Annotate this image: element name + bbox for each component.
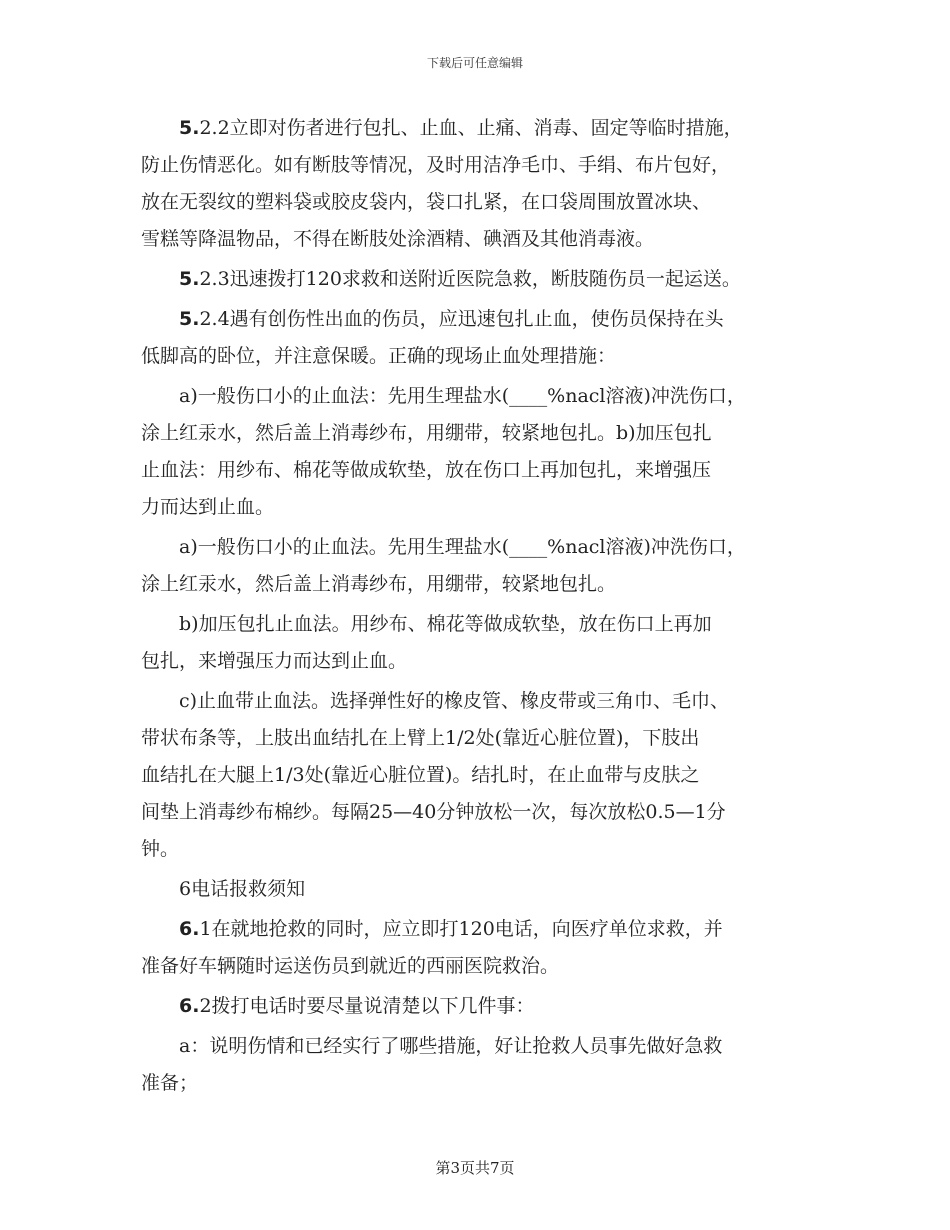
section-heading-6 xyxy=(141,871,841,908)
text-line: 防止伤情恶化。如有断肢等情况，及时用洁净毛巾、手绢、布片包好， xyxy=(141,154,731,176)
text-line: 止血法：用纱布、棉花等做成软垫，放在伤口上再加包扎，来增强压 xyxy=(141,459,712,481)
text-line: a：说明伤情和已经实行了哪些措施，好让抢救人员事先做好急救 xyxy=(179,1035,723,1057)
text-line: 血结扎在大腿上1/3处(靠近心脏位置)。结扎时，在止血带与皮肤之 xyxy=(141,764,700,786)
paragraph-b xyxy=(141,606,841,680)
text-line: 涂上红汞水，然后盖上消毒纱布，用绷带，较紧地包扎。 xyxy=(141,573,617,595)
paragraph-5-2-4 xyxy=(141,301,841,375)
text-line: 力而达到止血。 xyxy=(141,496,275,518)
text-line: a)一般伤口小的止血法：先用生理盐水(____%nacl溶液)冲洗伤口， xyxy=(179,385,746,407)
paragraph-6-2 xyxy=(141,988,841,1025)
section-number: 5. xyxy=(179,117,200,139)
text-line: 雪糕等降温物品，不得在断肢处涂酒精、碘酒及其他消毒液。 xyxy=(141,228,655,250)
text-line: 钟。 xyxy=(141,838,180,860)
text-line: 涂上红汞水，然后盖上消毒纱布，用绷带，较紧地包扎。b)加压包扎 xyxy=(141,422,712,444)
text-line: 2.4遇有创伤性出血的伤员，应迅速包扎止血，使伤员保持在头 xyxy=(199,308,724,330)
text-line: 带状布条等，上肢出血结扎在上臂上1/2处(靠近心脏位置)，下肢出 xyxy=(141,727,700,749)
page-header: 下载后可任意编辑 xyxy=(426,56,523,70)
paragraph-a-1 xyxy=(141,378,841,526)
text-line: 准备好车辆随时运送伤员到就近的西丽医院救治。 xyxy=(141,955,560,977)
paragraph-c xyxy=(141,683,841,868)
paragraph-5-2-2 xyxy=(141,110,841,258)
section-number: 6. xyxy=(179,918,200,940)
paragraph-a-phone xyxy=(141,1028,841,1102)
section-number: 5. xyxy=(179,308,200,330)
text-line: 6电话报救须知 xyxy=(179,878,306,900)
text-line: 包扎，来增强压力而达到止血。 xyxy=(141,650,408,672)
paragraph-6-1 xyxy=(141,911,841,985)
text-line: 2.2立即对伤者进行包扎、止血、止痛、消毒、固定等临时措施， xyxy=(199,117,743,139)
text-line: 准备； xyxy=(141,1072,199,1094)
text-line: 低脚高的卧位，并注意保暖。正确的现场止血处理措施： xyxy=(141,345,617,367)
text-line: b)加压包扎止血法。用纱布、棉花等做成软垫，放在伤口上再加 xyxy=(179,613,712,635)
paragraph-a-2 xyxy=(141,529,841,603)
section-number: 5. xyxy=(179,268,200,290)
section-number: 6. xyxy=(179,995,200,1017)
page-footer: 第3页共7页 xyxy=(435,1159,515,1177)
text-line: c)止血带止血法。选择弹性好的橡皮管、橡皮带或三角巾、毛巾、 xyxy=(179,690,730,712)
document-body xyxy=(141,110,841,1105)
text-line: a)一般伤口小的止血法。先用生理盐水(____%nacl溶液)冲洗伤口， xyxy=(179,536,746,558)
text-line: 2.3迅速拨打120求救和送附近医院急救，断肢随伤员一起运送。 xyxy=(199,268,741,290)
text-line: 放在无裂纹的塑料袋或胶皮袋内，袋口扎紧，在口袋周围放置冰块、 xyxy=(141,191,712,213)
text-line: 间垫上消毒纱布棉纱。每隔25—40分钟放松一次，每次放松0.5—1分 xyxy=(141,801,726,823)
paragraph-5-2-3 xyxy=(141,261,841,298)
text-line: 2拨打电话时要尽量说清楚以下几件事： xyxy=(199,995,535,1017)
text-line: 1在就地抢救的同时，应立即打120电话，向医疗单位求救，并 xyxy=(199,918,723,940)
